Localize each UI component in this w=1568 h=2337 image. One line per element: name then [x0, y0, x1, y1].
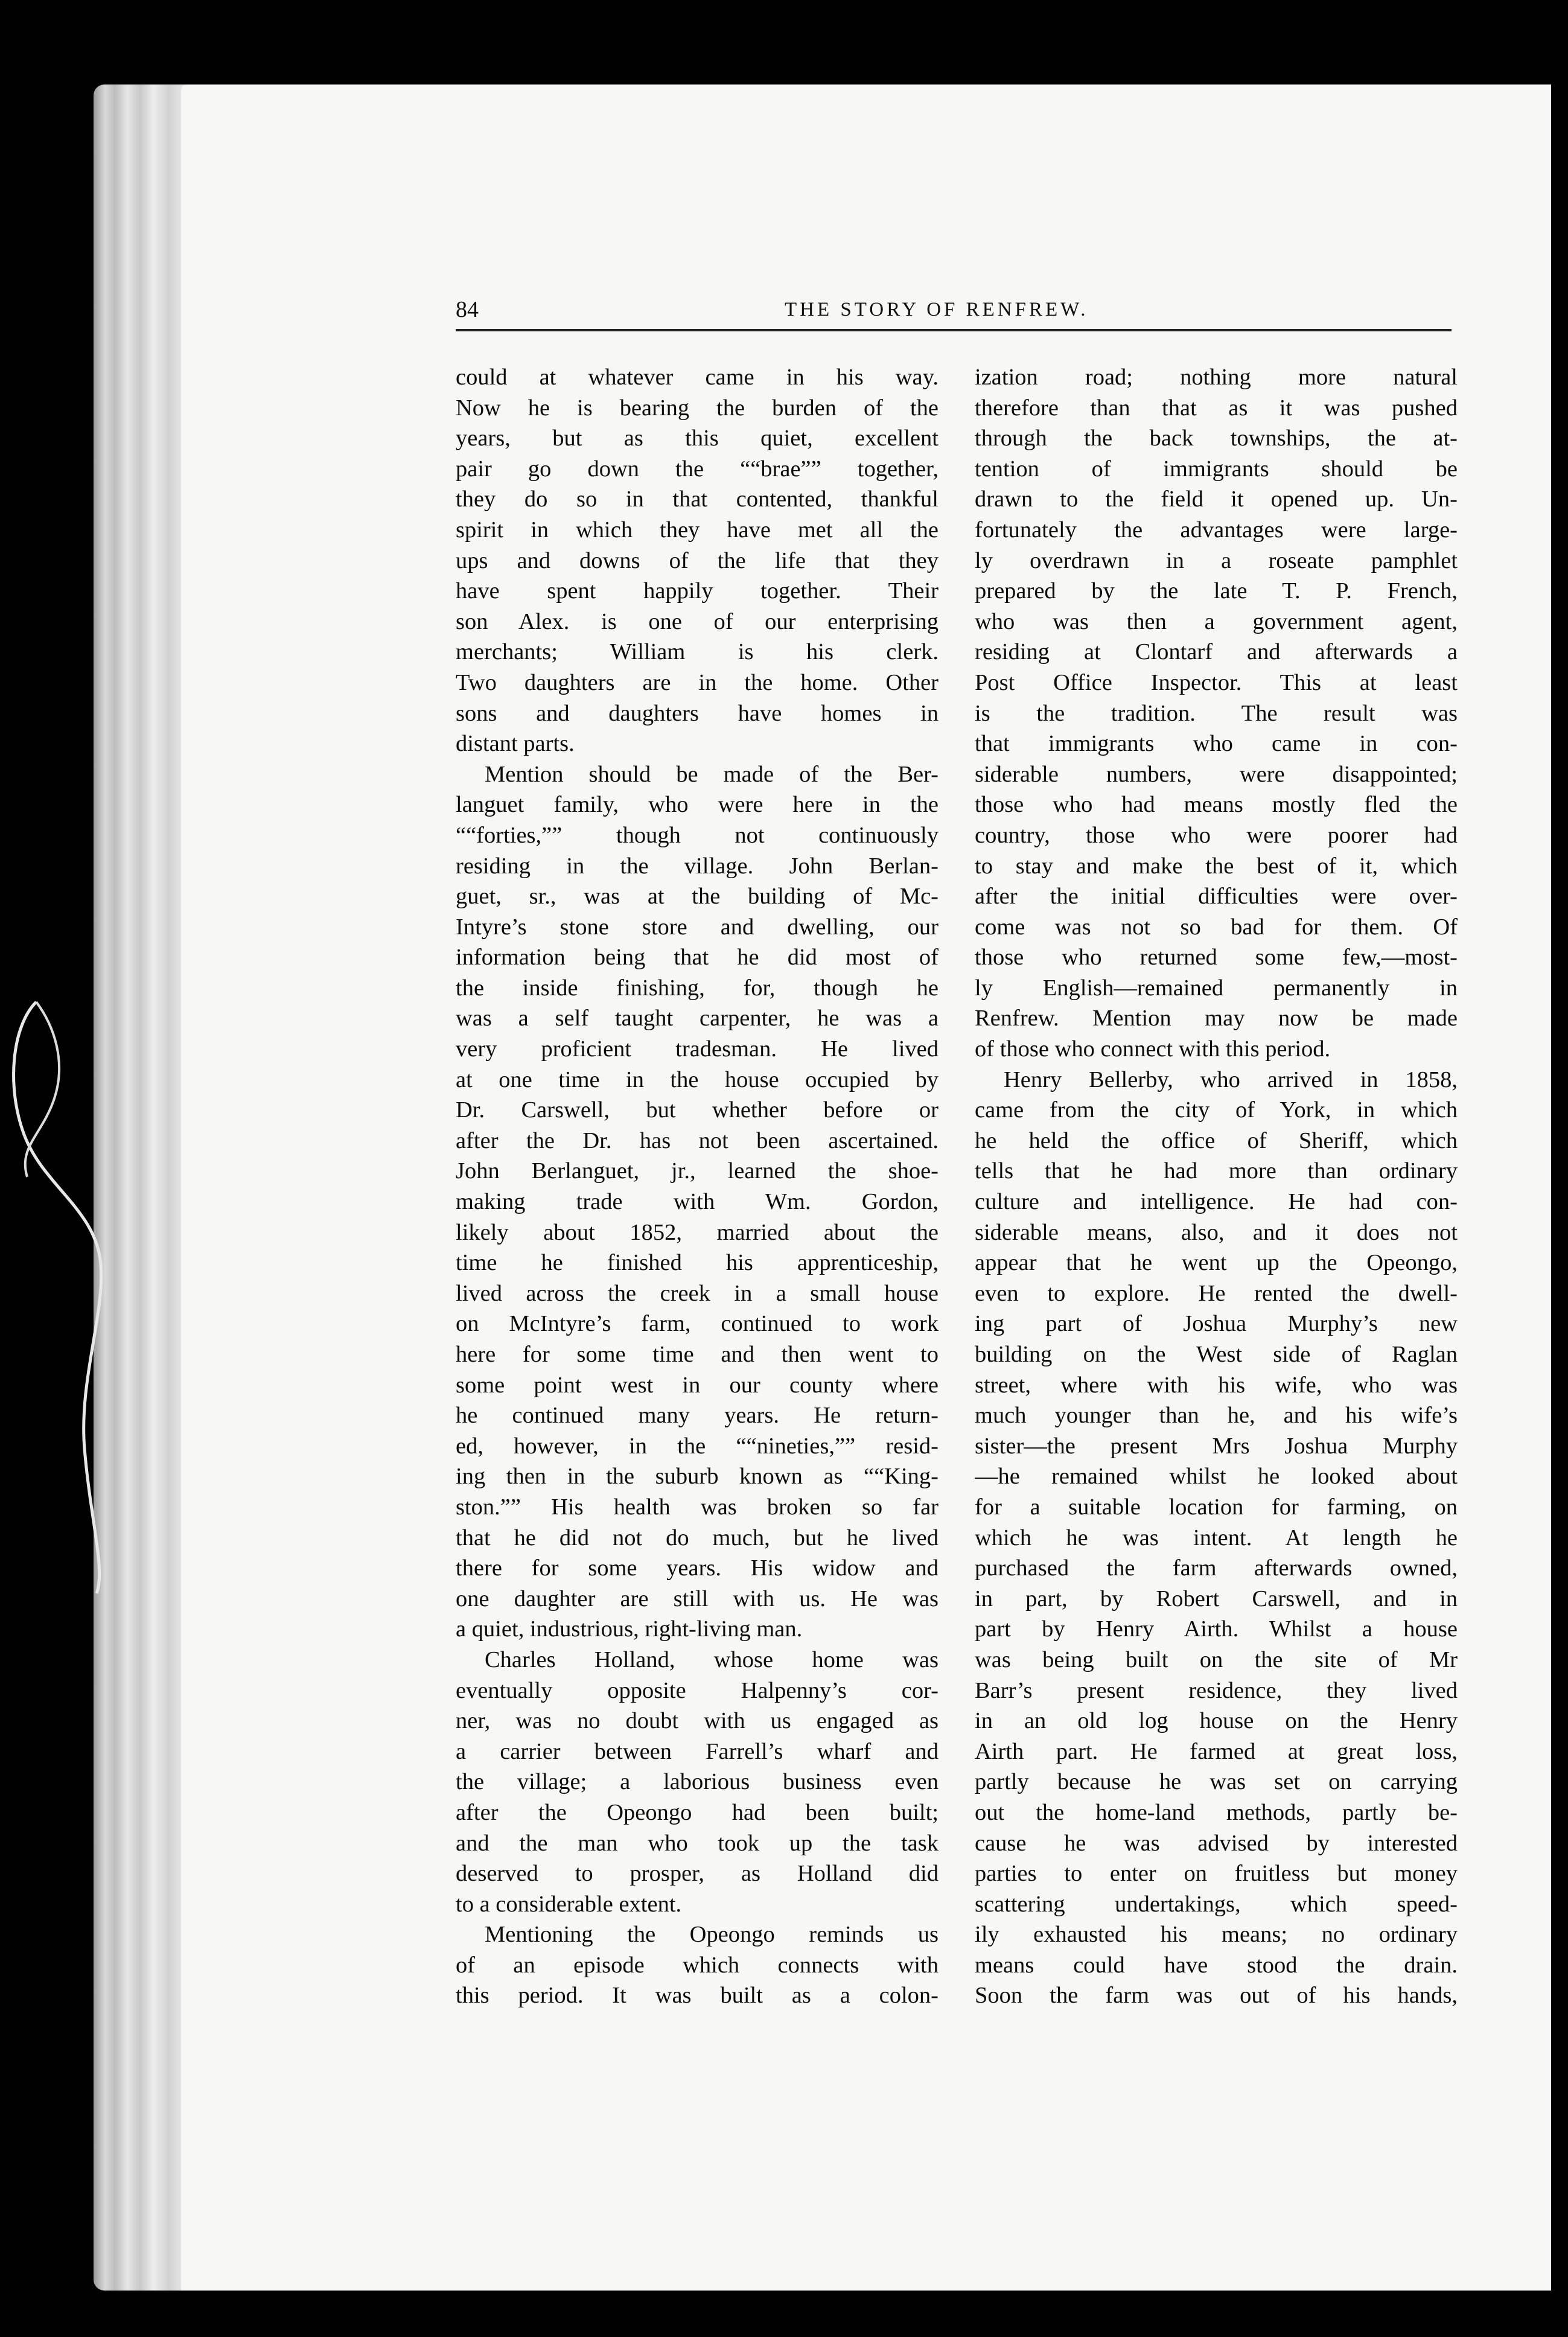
text-line: of those who connect with this period.	[975, 1036, 1331, 1062]
text-line: those who had means mostly fled the	[975, 792, 1458, 818]
text-line: Now he is bearing the burden of the	[456, 395, 939, 421]
text-line: sister—the present Mrs Joshua Murphy	[975, 1433, 1458, 1459]
text-line: ly English—remained permanently in	[975, 975, 1458, 1001]
text-line: likely about 1852, married about the	[456, 1219, 939, 1245]
text-line: ups and downs of the life that they	[456, 547, 939, 573]
text-column-right	[975, 362, 1458, 2011]
text-line: country, those who were poorer had	[975, 822, 1458, 848]
text-line: was being built on the site of Mr	[975, 1647, 1458, 1672]
text-line: ly overdrawn in a roseate pamphlet	[975, 547, 1458, 573]
text-line: out the home-land methods, partly be-	[975, 1799, 1458, 1825]
text-line: siderable means, also, and it does not	[975, 1219, 1458, 1245]
text-line: to stay and make the best of it, which	[975, 853, 1458, 879]
text-line: tells that he had more than ordinary	[975, 1158, 1458, 1184]
text-line: scattering undertakings, which speed-	[975, 1891, 1458, 1917]
text-line: time he finished his apprenticeship,	[456, 1250, 939, 1276]
text-line: information being that he did most of	[456, 945, 939, 971]
text-line: could at whatever came in his way.	[456, 365, 939, 390]
text-line: street, where with his wife, who was	[975, 1372, 1458, 1398]
text-line: have spent happily together. Their	[456, 578, 939, 604]
text-line: is the tradition. The result was	[975, 700, 1458, 726]
text-line: much younger than he, and his wife’s	[975, 1403, 1458, 1429]
text-line: come was not so bad for them. Of	[975, 914, 1458, 940]
text-line: making trade with Wm. Gordon,	[456, 1189, 939, 1215]
text-line: there for some years. His widow and	[456, 1555, 939, 1581]
text-line: those who returned some few,—most-	[975, 945, 1458, 971]
text-line: building on the West side of Raglan	[975, 1342, 1458, 1367]
text-line: they do so in that contented, thankful	[456, 486, 939, 512]
text-line: was a self taught carpenter, he was a	[456, 1006, 939, 1031]
text-line: of an episode which connects with	[456, 1952, 939, 1978]
text-line: Henry Bellerby, who arrived in 1858,	[1004, 1066, 1458, 1092]
text-line: ston.”” His health was broken so far	[456, 1494, 939, 1520]
text-line: he held the office of Sheriff, which	[975, 1127, 1458, 1153]
text-line: Soon the farm was out of his hands,	[975, 1983, 1458, 2009]
text-column-left	[456, 362, 939, 2011]
text-line: cause he was advised by interested	[975, 1830, 1458, 1856]
text-line: ing part of Joshua Murphy’s new	[975, 1311, 1458, 1337]
text-line: after the initial difficulties were over-	[975, 884, 1458, 910]
text-line: to a considerable extent.	[456, 1891, 682, 1917]
text-line: residing in the village. John Berlan-	[456, 853, 939, 879]
text-line: distant parts.	[456, 731, 575, 757]
text-line: after the Dr. has not been ascertained.	[456, 1127, 939, 1153]
text-line: after the Opeongo had been built;	[456, 1799, 939, 1825]
text-line: ““forties,”” though not continuously	[456, 822, 939, 848]
page-header	[456, 293, 1452, 331]
text-line: the inside finishing, for, though he	[456, 975, 939, 1001]
text-line: eventually opposite Halpenny’s cor-	[456, 1677, 939, 1703]
text-line: that immigrants who came in con-	[975, 731, 1458, 757]
text-line: who was then a government agent,	[975, 608, 1458, 634]
text-line: ily exhausted his means; no ordinary	[975, 1922, 1458, 1948]
text-line: guet, sr., was at the building of Mc-	[456, 884, 939, 910]
text-line: in part, by Robert Carswell, and in	[975, 1586, 1458, 1612]
text-line: sons and daughters have homes in	[456, 700, 939, 726]
book-spine-edge	[94, 84, 190, 2291]
text-line: ner, was no doubt with us engaged as	[456, 1708, 939, 1734]
text-line: Barr’s present residence, they lived	[975, 1677, 1458, 1703]
text-line: fortunately the advantages were large-	[975, 517, 1458, 543]
text-line: at one time in the house occupied by	[456, 1066, 939, 1092]
text-line: Post Office Inspector. This at least	[975, 669, 1458, 695]
text-line: years, but as this quiet, excellent	[456, 426, 939, 451]
text-line: ed, however, in the ““nineties,”” resid-	[456, 1433, 939, 1459]
text-line: on McIntyre’s farm, continued to work	[456, 1311, 939, 1337]
text-line: this period. It was built as a colon-	[456, 1983, 939, 2009]
text-line: parties to enter on fruitless but money	[975, 1861, 1458, 1887]
text-line: John Berlanguet, jr., learned the shoe-	[456, 1158, 939, 1184]
text-line: for a suitable location for farming, on	[975, 1494, 1458, 1520]
text-line: part by Henry Airth. Whilst a house	[975, 1616, 1458, 1642]
text-line: appear that he went up the Opeongo,	[975, 1250, 1458, 1276]
text-line: deserved to prosper, as Holland did	[456, 1861, 939, 1887]
text-line: Airth part. He farmed at great loss,	[975, 1738, 1458, 1764]
text-line: spirit in which they have met all the	[456, 517, 939, 543]
text-line: he continued many years. He return-	[456, 1403, 939, 1429]
text-line: lived across the creek in a small house	[456, 1280, 939, 1306]
text-line: in an old log house on the Henry	[975, 1708, 1458, 1734]
text-line: Two daughters are in the home. Other	[456, 669, 939, 695]
text-line: means could have stood the drain.	[975, 1952, 1458, 1978]
text-line: and the man who took up the task	[456, 1830, 939, 1856]
text-line: —he remained whilst he looked about	[975, 1464, 1458, 1490]
text-line: that he did not do much, but he lived	[456, 1525, 939, 1551]
text-line: a quiet, industrious, right-living man.	[456, 1616, 803, 1642]
text-line: through the back townships, the at-	[975, 426, 1458, 451]
text-line: ization road; nothing more natural	[975, 365, 1458, 390]
text-line: ing then in the suburb known as ““King-	[456, 1464, 939, 1490]
text-line: which he was intent. At length he	[975, 1525, 1458, 1551]
text-line: drawn to the field it opened up. Un-	[975, 486, 1458, 512]
text-line: siderable numbers, were disappointed;	[975, 761, 1458, 787]
page-number: 84	[456, 297, 479, 322]
text-line: even to explore. He rented the dwell-	[975, 1280, 1458, 1306]
text-line: Charles Holland, whose home was	[485, 1647, 939, 1672]
text-line: languet family, who were here in the	[456, 792, 939, 818]
text-line: Dr. Carswell, but whether before or	[456, 1097, 939, 1123]
text-line: some point west in our county where	[456, 1372, 939, 1398]
text-line: Intyre’s stone store and dwelling, our	[456, 914, 939, 940]
text-line: a carrier between Farrell’s wharf and	[456, 1738, 939, 1764]
text-line: one daughter are still with us. He was	[456, 1586, 939, 1612]
text-line: residing at Clontarf and afterwards a	[975, 639, 1458, 665]
text-line: the village; a laborious business even	[456, 1769, 939, 1795]
text-line: partly because he was set on carrying	[975, 1769, 1458, 1795]
text-line: Mention should be made of the Ber-	[485, 761, 939, 787]
text-line: culture and intelligence. He had con-	[975, 1189, 1458, 1215]
running-head: THE STORY OF RENFREW.	[785, 299, 1089, 320]
text-line: Mentioning the Opeongo reminds us	[485, 1922, 939, 1948]
text-line: pair go down the ““brae”” together,	[456, 456, 939, 482]
text-line: merchants; William is his clerk.	[456, 639, 939, 665]
text-line: Renfrew. Mention may now be made	[975, 1006, 1458, 1031]
text-line: very proficient tradesman. He lived	[456, 1036, 939, 1062]
text-line: son Alex. is one of our enterprising	[456, 608, 939, 634]
text-line: therefore than that as it was pushed	[975, 395, 1458, 421]
text-line: tention of immigrants should be	[975, 456, 1458, 482]
text-line: here for some time and then went to	[456, 1342, 939, 1367]
text-line: came from the city of York, in which	[975, 1097, 1458, 1123]
text-line: prepared by the late T. P. French,	[975, 578, 1458, 604]
text-line: purchased the farm afterwards owned,	[975, 1555, 1458, 1581]
